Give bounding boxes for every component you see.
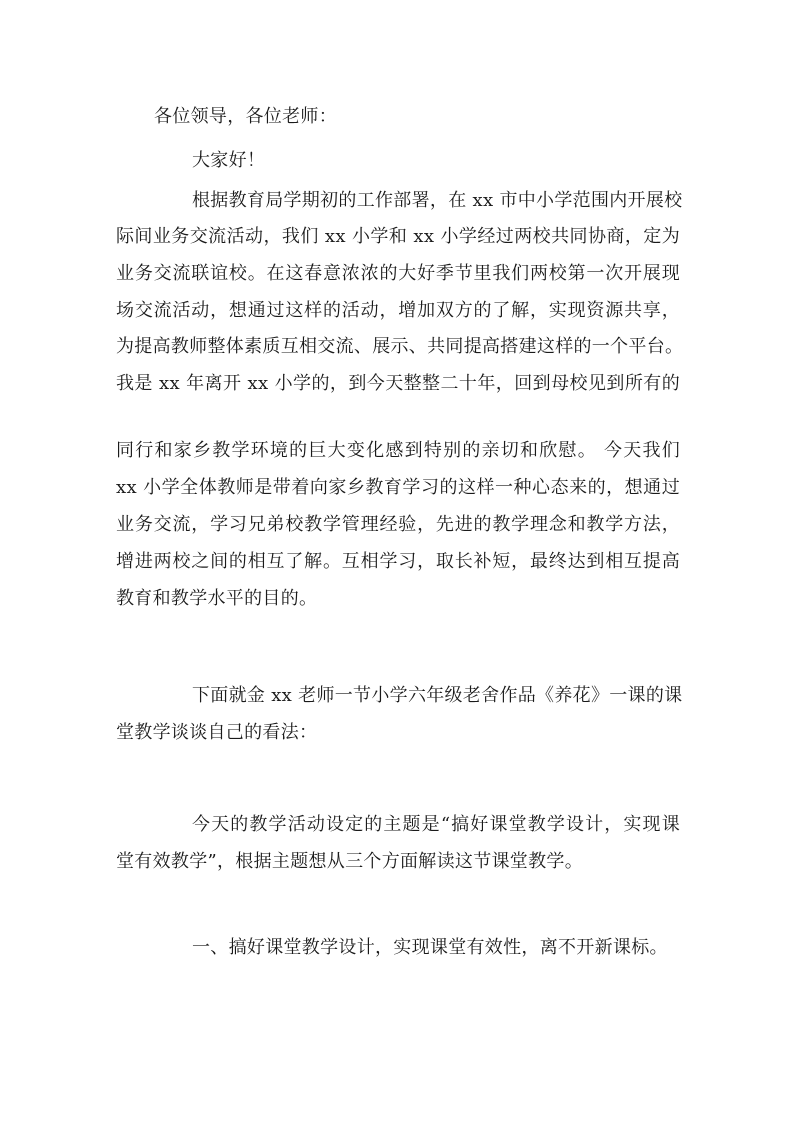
salutation: 各位领导，各位老师： (154, 106, 337, 127)
paragraph-1-line: 际间业务交流活动，我们 xx 小学和 xx 小学经过两校共同协商，定为 (116, 226, 680, 247)
paragraph-1-line: 增进两校之间的相互了解。互相学习，取长补短，最终达到相互提高 (116, 551, 680, 572)
paragraph-1-line: 我是 xx 年离开 xx 小学的，到今天整整二十年，回到母校见到所有的 (116, 373, 680, 394)
section-heading-1: 一、搞好课堂教学设计，实现课堂有效性，离不开新课标。 (192, 937, 668, 958)
paragraph-1-line: xx 小学全体教师是带着向家乡教育学习的这样一种心态来的，想通过 (116, 477, 680, 498)
paragraph-1-line: 业务交流联谊校。在这春意浓浓的大好季节里我们两校第一次开展现 (116, 263, 680, 284)
paragraph-2-line: 堂教学谈谈自己的看法： (116, 722, 318, 743)
paragraph-1-line: 同行和家乡教学环境的巨大变化感到特别的亲切和欣慰。 今天我们 (116, 440, 680, 461)
paragraph-1-line: 业务交流，学习兄弟校教学管理经验，先进的教学理念和教学方法， (116, 514, 680, 535)
paragraph-1-line: 场交流活动，想通过这样的活动，增加双方的了解，实现资源共享， (116, 300, 680, 321)
paragraph-2-line: 下面就金 xx 老师一节小学六年级老舍作品《养花》一课的课 (192, 685, 683, 706)
paragraph-1-line: 根据教育局学期初的工作部署，在 xx 市中小学范围内开展校 (192, 190, 683, 211)
paragraph-3-line: 堂有效教学”，根据主题想从三个方面解读这节课堂教学。 (116, 851, 583, 872)
paragraph-3-line: 今天的教学活动设定的主题是“搞好课堂教学设计，实现课 (192, 814, 680, 835)
paragraph-1-line: 为提高教师整体素质互相交流、展示、共同提高搭建这样的一个平台。 (116, 336, 684, 357)
paragraph-1-line: 教育和教学水平的目的。 (116, 588, 318, 609)
greeting: 大家好！ (192, 150, 266, 171)
